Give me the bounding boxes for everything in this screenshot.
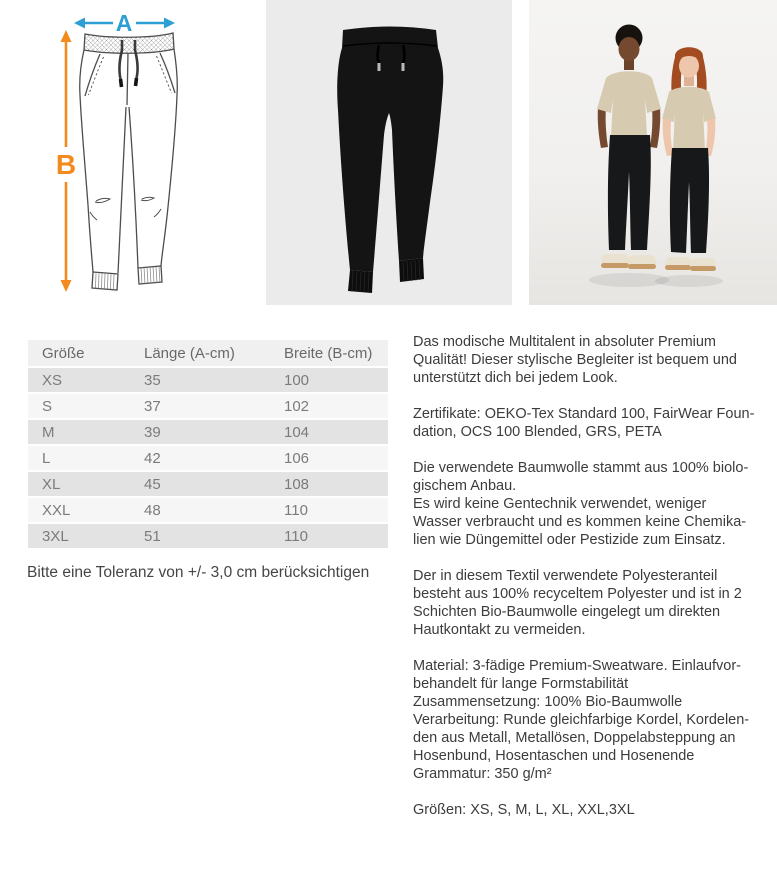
text-line: Verarbeitung: Runde gleichfarbige Kordel, Kordelen- xyxy=(413,712,750,728)
table-row xyxy=(28,420,388,444)
length-cell: 39 xyxy=(144,423,161,441)
text-line: den aus Metall, Metallösen, Doppelabsteppung an xyxy=(413,730,736,746)
female-model-figure xyxy=(662,47,716,271)
description-paragraph xyxy=(413,333,777,387)
text-line: Grammatur: 350 g/m² xyxy=(413,766,552,782)
text-line: unterstützt dich bei jedem Look. xyxy=(413,370,618,386)
length-cell: 42 xyxy=(144,449,161,467)
product-description xyxy=(413,333,777,819)
size-table xyxy=(28,340,388,550)
width-cell: 106 xyxy=(284,449,310,467)
length-cell: 35 xyxy=(144,371,161,389)
text-line: dation, OCS 100 Blended, GRS, PETA xyxy=(413,424,662,440)
text-line: Hautkontakt zu vermeiden. xyxy=(413,622,586,638)
header-size: Größe xyxy=(42,344,85,362)
text-line: Das modische Multitalent in absoluter Premium xyxy=(413,334,717,350)
width-arrow xyxy=(74,10,175,36)
black-joggers-image xyxy=(266,0,512,305)
text-line: gischem Anbau. xyxy=(413,478,517,494)
models-photo[interactable] xyxy=(529,0,777,305)
size-diagram-panel xyxy=(30,0,250,310)
width-cell: 110 xyxy=(284,501,308,519)
description-paragraph xyxy=(413,657,777,783)
length-arrow-label: B xyxy=(55,149,77,180)
description-paragraph xyxy=(413,567,777,639)
header-length: Länge (A-cm) xyxy=(144,344,235,362)
table-row xyxy=(28,368,388,392)
text-line: Material: 3-fädige Premium-Sweatware. Einlaufvor- xyxy=(413,658,741,674)
flat-product-photo[interactable] xyxy=(266,0,512,305)
sketch-outline xyxy=(80,33,178,290)
table-row xyxy=(28,498,388,522)
male-model-figure xyxy=(597,25,661,270)
text-line: Größen: XS, S, M, L, XL, XXL,3XL xyxy=(413,802,635,818)
text-line: besteht aus 100% recyceltem Polyester und ist in 2 xyxy=(413,586,742,602)
text-line: Hosenbund, Hosentaschen und Hosenende xyxy=(413,748,695,764)
text-line: behandelt für lange Formstabilität xyxy=(413,676,629,692)
width-cell: 102 xyxy=(284,397,310,415)
description-paragraph xyxy=(413,801,777,819)
size-cell: L xyxy=(42,449,51,467)
text-line: Qualität! Dieser stylische Begleiter ist bequem und xyxy=(413,352,737,368)
text-line: Schichten Bio-Baumwolle eingelegt um direkten xyxy=(413,604,721,620)
text-line: Zertifikate: OEKO-Tex Standard 100, FairWear Foun- xyxy=(413,406,755,422)
size-cell: M xyxy=(42,423,55,441)
table-row xyxy=(28,524,388,548)
width-cell: 110 xyxy=(284,527,308,545)
width-cell: 104 xyxy=(284,423,310,441)
pants-technical-sketch xyxy=(30,0,250,310)
size-table-header-row xyxy=(28,340,388,366)
length-cell: 51 xyxy=(144,527,161,545)
length-cell: 48 xyxy=(144,501,161,519)
header-width: Breite (B-cm) xyxy=(284,344,373,362)
width-cell: 100 xyxy=(284,371,310,389)
black-pants-shape xyxy=(337,27,443,294)
table-row xyxy=(28,446,388,470)
length-cell: 45 xyxy=(144,475,161,493)
size-cell: 3XL xyxy=(42,527,69,545)
sneakers xyxy=(665,257,716,271)
sneakers xyxy=(601,254,656,269)
models-image xyxy=(529,0,777,305)
text-line: Wasser verbraucht und es kommen keine Chemika- xyxy=(413,514,747,530)
tolerance-note: Bitte eine Toleranz von +/- 3,0 cm berücksichtigen xyxy=(27,564,370,581)
text-line: Der in diesem Textil verwendete Polyesteranteil xyxy=(413,568,718,584)
width-cell: 108 xyxy=(284,475,310,493)
description-paragraph xyxy=(413,405,777,441)
text-line: Die verwendete Baumwolle stammt aus 100% biolo- xyxy=(413,460,749,476)
text-line: Zusammensetzung: 100% Bio-Baumwolle xyxy=(413,694,683,710)
length-arrow xyxy=(56,30,76,292)
size-cell: XS xyxy=(42,371,63,389)
size-cell: XL xyxy=(42,475,61,493)
table-row xyxy=(28,394,388,418)
table-row xyxy=(28,472,388,496)
description-paragraph xyxy=(413,459,777,549)
width-arrow-label: A xyxy=(115,10,133,36)
size-cell: S xyxy=(42,397,53,415)
text-line: lien wie Düngemittel oder Pestizide zum Einsatz. xyxy=(413,532,726,548)
length-cell: 37 xyxy=(144,397,161,415)
text-line: Es wird keine Gentechnik verwendet, weniger xyxy=(413,496,707,512)
size-cell: XXL xyxy=(42,501,71,519)
